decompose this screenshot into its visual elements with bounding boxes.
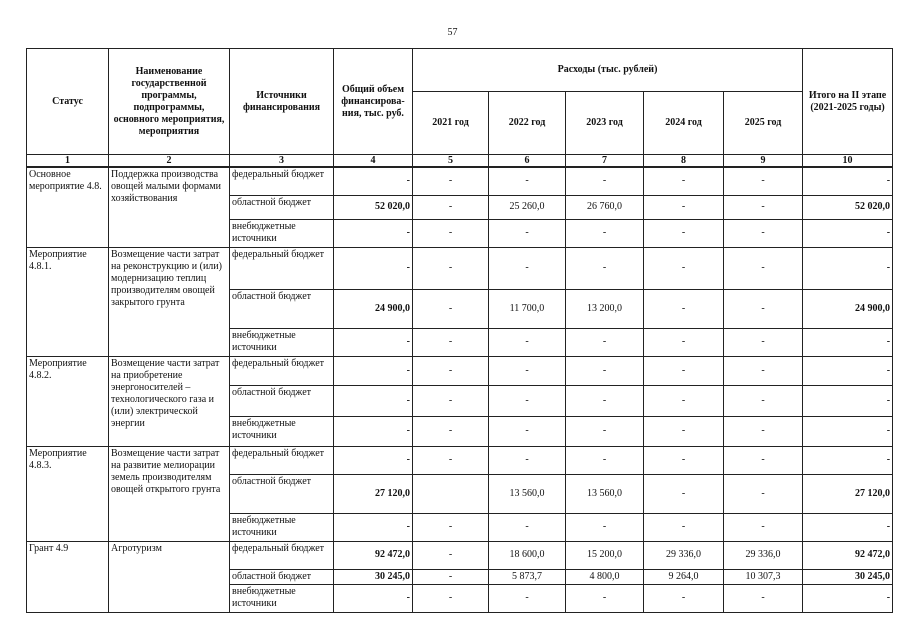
source-cell: федеральный бюджет [230,167,334,195]
year-value-cell: - [644,385,724,416]
status-cell: Мероприятие 4.8.1. [27,247,109,356]
year-value-cell: - [489,446,566,474]
stage-total-cell: - [803,167,893,195]
stage-total-cell: - [803,513,893,541]
year-value-cell: - [413,513,489,541]
stage-total-cell: - [803,247,893,289]
stage-total-cell: 52 020,0 [803,195,893,219]
source-cell: областной бюджет [230,569,334,584]
source-cell: федеральный бюджет [230,356,334,385]
source-cell: внебюджетные источники [230,584,334,612]
header-year: 2025 год [724,92,803,155]
year-value-cell: - [413,446,489,474]
year-value-cell: - [489,356,566,385]
total-volume-cell: - [334,513,413,541]
year-value-cell: - [644,167,724,195]
year-value-cell: - [489,247,566,289]
source-cell: внебюджетные источники [230,513,334,541]
year-value-cell: - [724,513,803,541]
total-volume-cell: - [334,219,413,247]
year-value-cell: - [566,385,644,416]
name-cell: Агротуризм [109,541,230,612]
year-value-cell: - [413,416,489,446]
total-volume-cell: - [334,385,413,416]
year-value-cell: - [644,513,724,541]
year-value-cell: - [724,446,803,474]
year-value-cell: - [566,513,644,541]
year-value-cell: - [724,584,803,612]
year-value-cell: - [413,219,489,247]
year-value-cell: - [644,219,724,247]
year-value-cell: 11 700,0 [489,289,566,328]
year-value-cell: - [413,289,489,328]
stage-total-cell: 24 900,0 [803,289,893,328]
header-sources: Источники финансирования [230,49,334,155]
table-row [27,356,893,385]
total-volume-cell: 30 245,0 [334,569,413,584]
year-value-cell: - [413,569,489,584]
status-cell: Грант 4.9 [27,541,109,612]
year-value-cell: - [644,328,724,356]
stage-total-cell: - [803,356,893,385]
total-volume-cell: - [334,328,413,356]
source-cell: областной бюджет [230,195,334,219]
year-value-cell: 18 600,0 [489,541,566,569]
total-volume-cell: 52 020,0 [334,195,413,219]
column-number: 10 [803,155,893,168]
source-cell: федеральный бюджет [230,446,334,474]
source-cell: внебюджетные источники [230,219,334,247]
year-value-cell: 13 200,0 [566,289,644,328]
year-value-cell: - [413,385,489,416]
year-value-cell: - [413,195,489,219]
column-number: 7 [566,155,644,168]
source-cell: федеральный бюджет [230,247,334,289]
table-row [27,247,893,289]
name-cell: Возмещение части затрат на приобретение энергоносителей – технологического газа и (или) электрической энергии [109,356,230,446]
total-volume-cell: - [334,584,413,612]
column-number: 8 [644,155,724,168]
budget-table [26,48,893,613]
header-expenses: Расходы (тыс. рублей) [413,49,803,92]
stage-total-cell: 30 245,0 [803,569,893,584]
year-value-cell: 15 200,0 [566,541,644,569]
year-value-cell: - [644,289,724,328]
year-value-cell: - [644,446,724,474]
year-value-cell: - [724,219,803,247]
status-cell: Основное мероприятие 4.8. [27,167,109,247]
column-number: 4 [334,155,413,168]
column-number: 2 [109,155,230,168]
name-cell: Возмещение части затрат на реконструкцию и (или) модернизацию теплиц производителям овощей закрытого грунта [109,247,230,356]
year-value-cell: - [724,356,803,385]
year-value-cell: 5 873,7 [489,569,566,584]
column-number: 6 [489,155,566,168]
header-year: 2022 год [489,92,566,155]
header-name: Наименование государственной программы, подпрограммы, основного мероприятия, мероприятия [109,49,230,155]
year-value-cell: - [489,385,566,416]
source-cell: областной бюджет [230,474,334,513]
year-value-cell [413,474,489,513]
total-volume-cell: - [334,247,413,289]
year-value-cell: 13 560,0 [489,474,566,513]
table-row [27,446,893,474]
year-value-cell: - [413,167,489,195]
header-stage-total: Итого на II этапе (2021-2025 годы) [803,49,893,155]
year-value-cell: - [566,328,644,356]
year-value-cell: 29 336,0 [724,541,803,569]
year-value-cell: - [724,195,803,219]
source-cell: областной бюджет [230,385,334,416]
year-value-cell: - [489,513,566,541]
total-volume-cell: - [334,416,413,446]
year-value-cell: - [566,356,644,385]
year-value-cell: - [644,474,724,513]
year-value-cell: - [724,416,803,446]
year-value-cell: - [566,167,644,195]
year-value-cell: - [489,416,566,446]
year-value-cell: - [644,195,724,219]
stage-total-cell: - [803,416,893,446]
year-value-cell: - [489,328,566,356]
year-value-cell: - [413,247,489,289]
total-volume-cell: 24 900,0 [334,289,413,328]
total-volume-cell: - [334,167,413,195]
year-value-cell: - [489,219,566,247]
stage-total-cell: 92 472,0 [803,541,893,569]
total-volume-cell: - [334,446,413,474]
column-number: 9 [724,155,803,168]
status-cell: Мероприятие 4.8.2. [27,356,109,446]
year-value-cell: - [413,328,489,356]
year-value-cell: - [566,219,644,247]
year-value-cell: - [724,385,803,416]
year-value-cell: - [724,328,803,356]
header-year: 2023 год [566,92,644,155]
column-number: 1 [27,155,109,168]
year-value-cell: - [489,167,566,195]
total-volume-cell: 92 472,0 [334,541,413,569]
year-value-cell: - [644,247,724,289]
year-value-cell: 26 760,0 [566,195,644,219]
name-cell: Возмещение части затрат на развитие мелиорации земель производителям овощей открытого грунта [109,446,230,541]
year-value-cell: - [413,541,489,569]
header-year: 2024 год [644,92,724,155]
source-cell: внебюджетные источники [230,328,334,356]
year-value-cell: - [644,416,724,446]
column-number: 3 [230,155,334,168]
stage-total-cell: - [803,584,893,612]
year-value-cell: - [724,167,803,195]
year-value-cell: - [566,584,644,612]
stage-total-cell: - [803,219,893,247]
year-value-cell: - [413,356,489,385]
year-value-cell: 10 307,3 [724,569,803,584]
column-number: 5 [413,155,489,168]
stage-total-cell: 27 120,0 [803,474,893,513]
year-value-cell: - [566,446,644,474]
stage-total-cell: - [803,328,893,356]
year-value-cell: - [644,584,724,612]
year-value-cell: - [724,289,803,328]
source-cell: областной бюджет [230,289,334,328]
year-value-cell: 29 336,0 [644,541,724,569]
year-value-cell: - [566,247,644,289]
year-value-cell: - [644,356,724,385]
year-value-cell: 4 800,0 [566,569,644,584]
year-value-cell: - [489,584,566,612]
year-value-cell: 25 260,0 [489,195,566,219]
page-number: 57 [447,27,458,38]
status-cell: Мероприятие 4.8.3. [27,446,109,541]
year-value-cell: - [566,416,644,446]
table-row [27,541,893,569]
year-value-cell: - [724,247,803,289]
stage-total-cell: - [803,385,893,416]
header-status: Статус [27,49,109,155]
header-total-volume: Общий объем финансирова-ния, тыс. руб. [334,49,413,155]
year-value-cell: 9 264,0 [644,569,724,584]
name-cell: Поддержка производства овощей малыми формами хозяйствования [109,167,230,247]
table-row [27,167,893,195]
total-volume-cell: 27 120,0 [334,474,413,513]
table-body [27,167,893,612]
source-cell: внебюджетные источники [230,416,334,446]
year-value-cell: - [724,474,803,513]
year-value-cell: - [413,584,489,612]
source-cell: федеральный бюджет [230,541,334,569]
header-year: 2021 год [413,92,489,155]
stage-total-cell: - [803,446,893,474]
total-volume-cell: - [334,356,413,385]
year-value-cell: 13 560,0 [566,474,644,513]
